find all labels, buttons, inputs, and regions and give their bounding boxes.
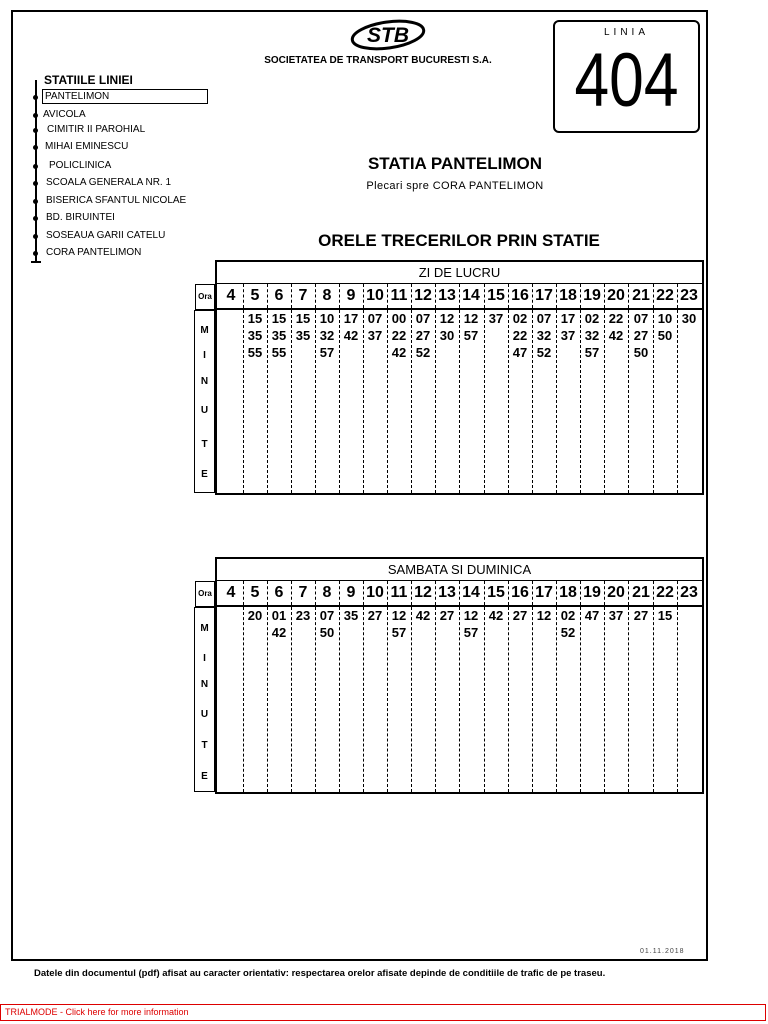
hour-label: 20 [607,287,625,304]
departure-minute: 27 [633,608,649,623]
station-item: CIMITIR II PAROHIAL [47,124,146,135]
departure-minute: 57 [463,625,479,640]
minutes-letter: M [200,623,209,634]
departure-minute: 15 [247,311,263,326]
station-dot [33,234,38,239]
hour-label: 16 [511,287,529,304]
minute-divider [484,310,485,493]
departure-minute: 47 [512,345,528,360]
departure-minute: 37 [608,608,624,623]
minutes-letter: N [200,376,209,387]
departure-minute: 37 [560,328,576,343]
departure-minute: 30 [681,311,697,326]
hour-divider [653,581,654,605]
departure-minute: 37 [367,328,383,343]
hour-divider [243,284,244,308]
departure-minute: 07 [536,311,552,326]
departure-minute: 27 [633,328,649,343]
minutes-label-box [194,310,215,493]
station-dot [33,216,38,221]
station-item: SCOALA GENERALA NR. 1 [46,177,172,188]
minute-divider [532,607,533,792]
departure-minute: 35 [247,328,263,343]
minutes-letter: I [203,653,206,664]
hour-divider [435,284,436,308]
departure-minute: 52 [536,345,552,360]
hour-divider [580,581,581,605]
hour-divider [267,581,268,605]
hour-label: 7 [298,584,308,601]
minute-divider [677,607,678,792]
station-dot [33,113,38,118]
minutes-letter: M [200,325,209,336]
departure-minute: 37 [488,311,504,326]
departure-minute: 15 [295,311,311,326]
minute-divider [653,607,654,792]
departure-minute: 22 [512,328,528,343]
station-item: CORA PANTELIMON [46,247,142,258]
departure-minute: 27 [415,328,431,343]
minute-divider [411,607,412,792]
departure-minute: 50 [319,625,335,640]
departure-minute: 23 [295,608,311,623]
station-dot [33,199,38,204]
departure-minute: 22 [391,328,407,343]
hour-label: 22 [656,287,674,304]
departure-minute: 10 [319,311,335,326]
hour-label: 20 [607,584,625,601]
departure-minute: 57 [584,345,600,360]
departure-minute: 35 [295,328,311,343]
hour-label: 5 [250,584,260,601]
departure-minute: 42 [415,608,431,623]
minutes-letter: U [200,405,209,416]
hour-label: 16 [511,584,529,601]
hour-label: 23 [680,584,698,601]
hour-divider [484,581,485,605]
document-date: 01.11.2018 [640,948,685,955]
stop-title: STATIA PANTELIMON [367,154,543,173]
minute-divider [677,310,678,493]
departure-minute: 12 [463,311,479,326]
hour-label: 7 [298,287,308,304]
minutes-letter: T [201,439,208,450]
hour-divider [339,581,340,605]
hour-divider [580,284,581,308]
departure-minute: 20 [247,608,263,623]
hour-divider [459,284,460,308]
hour-divider [532,284,533,308]
station-dot [33,251,38,256]
hour-label: 17 [535,287,553,304]
departure-minute: 35 [271,328,287,343]
departure-minute: 17 [343,311,359,326]
station-item: MIHAI EMINESCU [45,141,129,152]
minutes-letter: E [201,469,208,480]
departure-minute: 32 [319,328,335,343]
departure-minute: 57 [319,345,335,360]
hour-divider [459,581,460,605]
departure-minute: 50 [633,345,649,360]
departure-minute: 01 [271,608,287,623]
departure-minute: 07 [367,311,383,326]
hour-divider [628,284,629,308]
station-item: AVICOLA [43,109,86,120]
hour-divider [508,581,509,605]
hour-label: 10 [366,584,384,601]
departure-minute: 02 [560,608,576,623]
hour-label: 6 [274,584,284,601]
minute-divider [363,607,364,792]
minute-divider [435,607,436,792]
minutes-letter: T [201,740,208,751]
hour-divider [677,581,678,605]
station-item: BISERICA SFANTUL NICOLAE [46,195,187,206]
hour-label: 9 [346,287,356,304]
station-dot [33,95,38,100]
hour-divider [267,284,268,308]
ora-label: Ora [195,284,215,310]
departure-minute: 07 [633,311,649,326]
station-dot [33,128,38,133]
minute-divider [243,607,244,792]
hour-label: 4 [226,287,236,304]
minutes-letter: I [203,350,206,361]
hour-label: 11 [390,287,408,304]
departure-minute: 15 [271,311,287,326]
minute-divider [508,607,509,792]
hour-label: 21 [632,287,650,304]
departure-minute: 22 [608,311,624,326]
hour-divider [556,284,557,308]
hour-label: 14 [462,584,480,601]
minute-divider [339,607,340,792]
line-number: 404 [574,38,679,123]
departure-minute: 02 [584,311,600,326]
timetable-header: SAMBATA SI DUMINICA [215,557,704,581]
departure-minute: 02 [512,311,528,326]
company-name: SOCIETATEA DE TRANSPORT BUCURESTI S.A. [264,55,492,66]
stations-title: STATIILE LINIEI [44,73,133,87]
hour-label: 21 [632,584,650,601]
departure-minute: 15 [657,608,673,623]
departure-minute: 52 [415,345,431,360]
hour-label: 19 [583,584,601,601]
hour-divider [387,284,388,308]
departure-minute: 42 [608,328,624,343]
hour-divider [339,284,340,308]
hour-divider [628,581,629,605]
logo-text: STB [367,24,409,47]
hour-divider [291,581,292,605]
hour-label: 14 [462,287,480,304]
hour-label: 8 [322,287,332,304]
hour-label: 19 [583,287,601,304]
minutes-letter: U [200,709,209,720]
departure-minute: 55 [271,345,287,360]
hour-label: 6 [274,287,284,304]
stop-direction: Plecari spre CORA PANTELIMON [366,180,544,192]
minute-divider [628,607,629,792]
departure-minute: 12 [391,608,407,623]
timetable-header: ZI DE LUCRU [215,260,704,284]
hour-label: 8 [322,584,332,601]
station-item: BD. BIRUINTEI [46,212,115,223]
departure-minute: 27 [367,608,383,623]
stb-logo [348,18,428,52]
timetable-title: ORELE TRECERILOR PRIN STATIE [318,231,600,250]
hour-divider [604,581,605,605]
departure-minute: 57 [463,328,479,343]
departure-minute: 57 [391,625,407,640]
line-label: LINIA [603,27,649,38]
hour-divider [604,284,605,308]
hour-label: 9 [346,584,356,601]
departure-minute: 50 [657,328,673,343]
hour-label: 13 [438,287,456,304]
station-dot [33,145,38,150]
hour-label: 17 [535,584,553,601]
departure-minute: 42 [391,345,407,360]
trial-mode-link[interactable]: TRIALMODE - Click here for more information [0,1004,766,1021]
hour-label: 5 [250,287,260,304]
minutes-label-box [194,607,215,792]
departure-minute: 12 [536,608,552,623]
hour-divider [653,284,654,308]
hour-divider [315,284,316,308]
ora-label: Ora [195,581,215,607]
departure-minute: 42 [488,608,504,623]
hour-label: 18 [559,584,577,601]
departure-minute: 32 [584,328,600,343]
hour-divider [363,581,364,605]
hour-label: 18 [559,287,577,304]
hour-divider [411,581,412,605]
departure-minute: 12 [439,311,455,326]
hour-divider [556,581,557,605]
minutes-letter: N [200,679,209,690]
hour-divider [435,581,436,605]
departure-minute: 32 [536,328,552,343]
minute-divider [484,607,485,792]
hour-label: 12 [414,584,432,601]
hour-divider [291,284,292,308]
minutes-letter: E [201,771,208,782]
hour-divider [508,284,509,308]
minute-divider [580,607,581,792]
departure-minute: 42 [343,328,359,343]
hour-label: 23 [680,287,698,304]
hour-label: 10 [366,287,384,304]
station-item: SOSEAUA GARII CATELU [46,230,166,241]
hour-divider [387,581,388,605]
hour-divider [411,284,412,308]
departure-minute: 42 [271,625,287,640]
hour-label: 11 [390,584,408,601]
hour-label: 4 [226,584,236,601]
departure-minute: 55 [247,345,263,360]
departure-minute: 27 [512,608,528,623]
route-end-marker [31,261,41,263]
departure-minute: 35 [343,608,359,623]
hour-divider [532,581,533,605]
hour-divider [243,581,244,605]
departure-minute: 07 [415,311,431,326]
departure-minute: 27 [439,608,455,623]
departure-minute: 30 [439,328,455,343]
departure-minute: 52 [560,625,576,640]
hour-divider [484,284,485,308]
hour-label: 12 [414,287,432,304]
hour-label: 22 [656,584,674,601]
hour-label: 15 [487,287,505,304]
station-dot [33,181,38,186]
hour-label: 13 [438,584,456,601]
departure-minute: 00 [391,311,407,326]
hour-label: 15 [487,584,505,601]
minute-divider [291,607,292,792]
station-dot [33,164,38,169]
station-item: POLICLINICA [49,160,112,171]
station-item: PANTELIMON [45,91,110,102]
minute-divider [604,607,605,792]
departure-minute: 12 [463,608,479,623]
departure-minute: 47 [584,608,600,623]
departure-minute: 07 [319,608,335,623]
departure-minute: 17 [560,311,576,326]
hour-divider [677,284,678,308]
hour-divider [363,284,364,308]
disclaimer: Datele din documentul (pdf) afisat au caracter orientativ: respectarea orelor afisate depinde de conditiile de trafic de pe traseu. [34,968,606,979]
departure-minute: 10 [657,311,673,326]
hour-divider [315,581,316,605]
